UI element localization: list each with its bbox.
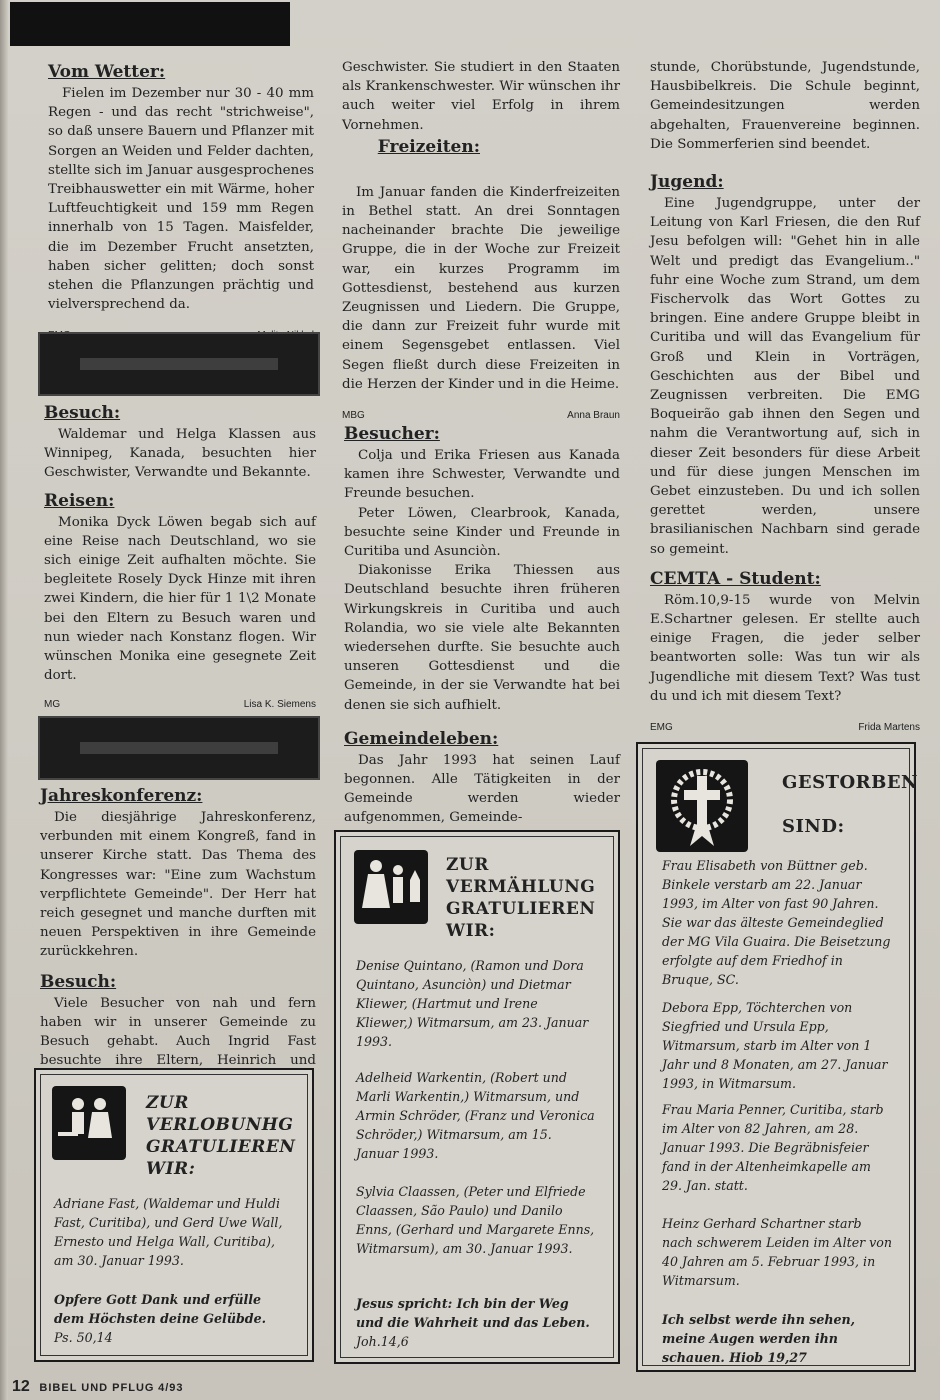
heading-besuch: Besuch:	[44, 403, 121, 423]
sig-org: EMG	[650, 722, 673, 734]
sig-author: Anna Braun	[567, 410, 620, 422]
section-continuation-3	[650, 58, 920, 733]
text-besucher-3: Diakonisse Erika Thiessen aus Deutschland besuchte ihren früheren Wirkungskreis in Curitiba und auch Rolandia, wo sie viele alte Bekannten wiedersehen durfte. Sie besuchte auch unseren Gottesdienst und die Gemeinde, in der sie Verwandte hat bei denen sie sich aufhielt.	[344, 563, 620, 713]
section-besuch-1	[44, 403, 316, 710]
blacked-out-banner-2	[38, 716, 320, 780]
heading-vom-wetter: Vom Wetter:	[48, 62, 166, 82]
gestorben-entry-4: Heinz Gerhard Schartner starb nach schwerem Leiden im Alter von 40 Jahren am 5. Februar 1993, in Witmarsum.	[662, 1216, 892, 1288]
page-spine-shadow	[0, 0, 8, 1400]
vermaehlung-title	[446, 854, 595, 942]
heading-cemta-student: CEMTA - Student:	[650, 568, 821, 589]
vermaehlung-verse: Jesus spricht: Ich bin der Weg und die Wahrheit und das Leben.	[356, 1296, 590, 1330]
text-besuch-2: Viele Besucher von nah und fern haben wir in unserer Gemeinde zu Besuch gehabt. Auch Ingrid Fast besuchte ihre Eltern, Heinrich und	[40, 995, 316, 1069]
issue-number: 4/93	[158, 1382, 184, 1394]
sig-org: MG	[44, 699, 61, 711]
title-line-2: VERLOBUNHG	[146, 1115, 294, 1135]
text-continuation-col2: Geschwister. Sie studiert in den Staaten als Krankenschwester. Wir wünschen ihr auch weiter viel Erfolg in ihrem Vornehmen.	[342, 60, 620, 133]
title-line-1: ZUR	[146, 1093, 189, 1113]
signature-cemta	[650, 722, 920, 733]
section-besucher	[344, 424, 620, 828]
magazine-name: BIBEL UND PFLUG	[39, 1382, 155, 1394]
sig-author: Frida Martens	[858, 722, 920, 734]
text-cemta: Röm.10,9-15 wurde von Melvin E.Schartner gelesen. Er stellte auch einige Fragen, die jeder selber beantworten solle: Was tun wir als Jugendliche mit diesem Text? Was tust du und ich mit diesem Text?	[650, 592, 920, 704]
text-besucher-1: Colja und Erika Friesen aus Kanada kamen ihre Schwester, Verwandte und Freunde besuchen.	[344, 448, 620, 502]
heading-gemeindeleben: Gemeindeleben:	[344, 728, 499, 749]
gestorben-entry-1: Frau Elisabeth von Büttner geb. Binkele verstarb am 22. Januar 1993, im Alter von fast 90 Jahren. Sie war das älteste Gemeindeglied der MG Vila Guaira. Die Beisetzung erfolgte auf dem Friedhof in Bruque, SC.	[662, 858, 891, 987]
gestorben-verse	[662, 1310, 894, 1367]
gestorben-entry-2: Debora Epp, Töchterchen von Siegfried und Ursula Epp, Witmarsum, starb im Alter von 1 Jahr und 8 Monaten, am 27. Januar 1993, in Witmarsum.	[662, 1000, 888, 1091]
vermaehlung-entry-1: Denise Quintano, (Ramon und Dora Quintano, Asunciòn) und Dietmar Kliewer, (Hartmut und Irene Kliewer,) Witmarsum, am 23. Januar 1993.	[356, 958, 589, 1049]
verlobung-title	[146, 1092, 295, 1180]
verse-ref: Hiob 19,27	[729, 1350, 807, 1365]
sig-org: MBG	[342, 410, 365, 422]
section-jahreskonferenz	[40, 786, 316, 1090]
text-jugend: Eine Jugendgruppe, unter der Leitung von Karl Friesen, die den Ruf Jesu befolgen will: "Gehet hin in alle Welt und predigt das Evangelium.." fuhr eine Woche zum Strand, um dem Fischervolk das Wort Gottes zu bringen. Eine andere Gruppe bleibt in Curitiba und will das Evangelium für Groß und Klein in Vorträgen, Geschichten aus der Bibel und Zeugnissen verbreiten. Die EMG Boqueirão gab ihnen den Segen und nahm die Verantwortung auf, sich in dieser Zeit besonders für diese Arbeit und für diese jungen Menschen im Gebet einzusteben. Du und ich sollen gerettet werden, unsere brasilianischen Nachbarn sind gerade so gemeint.	[650, 196, 920, 557]
signature-freizeiten	[342, 410, 620, 421]
verlobung-verse-ref: Ps. 50,14	[54, 1330, 113, 1345]
blacked-out-banner-1	[38, 332, 320, 396]
heading-jugend: Jugend:	[650, 172, 724, 193]
box-verlobung	[34, 1068, 314, 1362]
text-gemeindeleben: Das Jahr 1993 hat seinen Lauf begonnen. Alle Tätigkeiten in der Gemeinde werden wieder aufgenommen, Gemeinde-	[344, 752, 620, 826]
text-wetter: Fielen im Dezember nur 30 - 40 mm Regen - und das recht "strichweise", so daß unsere Bauern und Pflanzer mit Sorgen an Weiden und Felder dachten, stellte sich im Januar ausgesprochenes Treibhauswetter ein mit Wärme, hoher Luftfeuchtigkeit und 159 mm Regen innerhalb von 15 Tagen. Maisfelder, die im Dezember Frucht ansetzten, haben sicher gelitten; doch sonst stehen die Pflanzungen prächtig und vielversprechend da.	[48, 86, 314, 313]
signature-reisen	[44, 699, 316, 710]
verlobung-entry: Adriane Fast, (Waldemar und Huldi Fast, Curitiba), und Gerd Uwe Wall, Ernesto und Helga Wall, Curitiba), am 30. Januar 1993.	[54, 1196, 283, 1268]
verlobung-verse: Opfere Gott Dank und erfülle dem Höchsten deine Gelübde.	[54, 1292, 266, 1326]
page-footer	[12, 1378, 184, 1396]
gestorben-title-1: GESTORBEN	[782, 772, 919, 793]
title-line-3: GRATULIEREN	[446, 899, 596, 919]
text-freizeiten: Im Januar fanden die Kinderfreizeiten in Bethel statt. An drei Sonntagen nacheinander brachte Die jeweilige Gruppe, die in der Woche zur Freizeit war, ein kurzes Programm im Gottesdienst, bestehend aus kurzen Zeugnissen und Liedern. Die Gruppe, die dann zur Freizeit fuhr wurde mit einem Segensgebet entlassen. Viel Segen fließt durch diese Freizeiten in die Herzen der Kinder und in die Heime.	[342, 184, 620, 392]
heading-freizeiten: Freizeiten:	[377, 136, 480, 157]
title-line-3: GRATULIEREN	[146, 1137, 296, 1157]
heading-besucher: Besucher:	[344, 424, 440, 444]
cross-wreath-icon	[656, 760, 748, 852]
heading-reisen: Reisen:	[44, 490, 115, 511]
section-wetter	[48, 62, 314, 341]
header-black-bar	[10, 2, 290, 46]
gestorben-entry-3: Frau Maria Penner, Curitiba, starb im Alter von 82 Jahren, am 28. Januar 1993. Die Begräbnisfeier fand in der Altenheimkapelle am 29. Jan. statt.	[662, 1102, 884, 1193]
box-vermaehlung	[334, 830, 620, 1364]
heading-jahreskonferenz: Jahreskonferenz:	[40, 786, 203, 806]
title-line-4: WIR:	[146, 1159, 196, 1179]
gestorben-title-2: SIND:	[782, 816, 845, 837]
box-gestorben	[636, 742, 919, 1372]
vermaehlung-entry-2: Adelheid Warkentin, (Robert und Marli Warkentin,) Witmarsum, und Armin Schröder, (Franz und Veronica Schröder,) Witmarsum, am 15. Januar 1993.	[356, 1070, 595, 1161]
text-besucher-2: Peter Löwen, Clearbrook, Kanada, besuchte seine Kinder und Freunde in Curitiba und Asunciòn.	[344, 505, 620, 560]
vermaehlung-verse-ref: Joh.14,6	[356, 1334, 409, 1349]
title-line-4: WIR:	[446, 921, 496, 941]
text-continuation-col3: stunde, Chorübstunde, Jugendstunde, Hausbibelkreis. Die Schule beginnt, Gemeindesitzungen werden abgehalten, Frauenvereine beginnen. Die Sommerferien sind beendet.	[650, 60, 920, 152]
engaged-couple-icon	[52, 1086, 126, 1160]
section-continuation-2	[342, 58, 620, 421]
wedding-couple-icon	[354, 850, 428, 924]
heading-besuch-2: Besuch:	[40, 971, 117, 992]
text-jahreskonferenz: Die diesjährige Jahreskonferenz, verbunden mit einem Kongreß, fand in unserer Kirche statt. Das Thema des Kongresses war: "Eine zum Wachstum verpflichtete Gemeinde". Der Herr hat reich gesegnet und manche durften mit neuen Perspektiven in ihre Gemeinde zurückkehren.	[40, 810, 316, 960]
text-besuch-1: Waldemar und Helga Klassen aus Winnipeg, Kanada, besuchten hier Geschwister, Verwandte und Bekannte.	[44, 427, 316, 481]
title-line-2: VERMÄHLUNG	[446, 877, 596, 897]
text-reisen: Monika Dyck Löwen begab sich auf eine Reise nach Deutschland, wo sie sich einige Zeit aufhalten möchte. Sie begleitete Rosely Dyck Hinze mit ihren zwei Kindern, die hier für 1 1\2 Monate bei den Eltern zu Besuch waren und nun wieder nach Konstanz flogen. Wir wünschen Monika eine gesegnete Zeit dort.	[44, 514, 316, 684]
vermaehlung-entry-3: Sylvia Claassen, (Peter und Elfriede Claassen, São Paulo) und Danilo Enns, (Gerhard und Margarete Enns, Witmarsum), am 30. Januar 1993.	[356, 1184, 595, 1256]
page-number: 12	[12, 1378, 30, 1395]
title-line-1: ZUR	[446, 855, 489, 875]
sig-author: Lisa K. Siemens	[243, 699, 316, 711]
verse-text: Ich selbst werde ihn sehen, meine Augen werden ihn schauen.	[662, 1312, 856, 1365]
